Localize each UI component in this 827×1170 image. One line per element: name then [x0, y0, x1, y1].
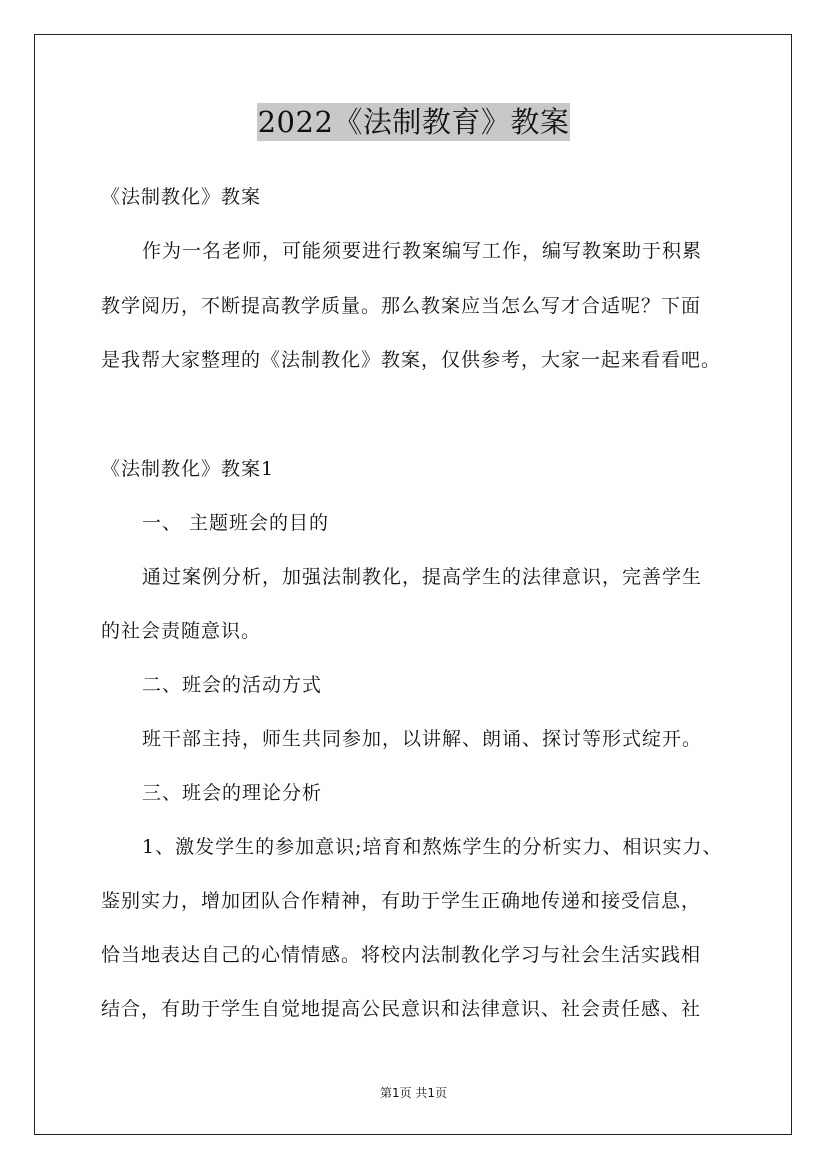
- item-heading: 二、班会的活动方式: [142, 674, 323, 696]
- document-title-text: 2022《法制教育》教案: [257, 105, 570, 139]
- paragraph-line: 通过案例分析，加强法制教化，提高学生的法律意识，完善学生: [142, 566, 703, 588]
- document-title: [0, 100, 827, 141]
- paragraph-line: 鉴别实力，增加团队合作精神，有助于学生正确地传递和接受信息，: [101, 890, 702, 912]
- paragraph-line: 的社会责随意识。: [101, 620, 262, 642]
- paragraph-line: 班干部主持，师生共同参加，以讲解、朗诵、探讨等形式绽开。: [142, 728, 703, 750]
- item-heading: 三、班会的理论分析: [142, 782, 323, 804]
- section-heading: 《法制教化》教案1: [101, 458, 275, 480]
- page-footer: 第1页 共1页: [379, 1086, 448, 1100]
- intro-line: 作为一名老师，可能须要进行教案编写工作，编写教案助于积累: [142, 240, 703, 262]
- subtitle: 《法制教化》教案: [101, 186, 262, 208]
- paragraph-line: 恰当地表达自己的心情情感。将校内法制教化学习与社会生活实践相: [101, 944, 702, 966]
- paragraph-line: 结合，有助于学生自觉地提高公民意识和法律意识、社会责任感、社: [101, 998, 702, 1020]
- item-heading: 一、 主题班会的目的: [142, 512, 330, 534]
- intro-line: 教学阅历，不断提高教学质量。那么教案应当怎么写才合适呢？下面: [101, 295, 702, 317]
- intro-line: 是我帮大家整理的《法制教化》教案，仅供参考，大家一起来看看吧。: [101, 349, 722, 371]
- paragraph-line: 1、激发学生的参加意识;培育和熬炼学生的分析实力、相识实力、: [142, 836, 723, 858]
